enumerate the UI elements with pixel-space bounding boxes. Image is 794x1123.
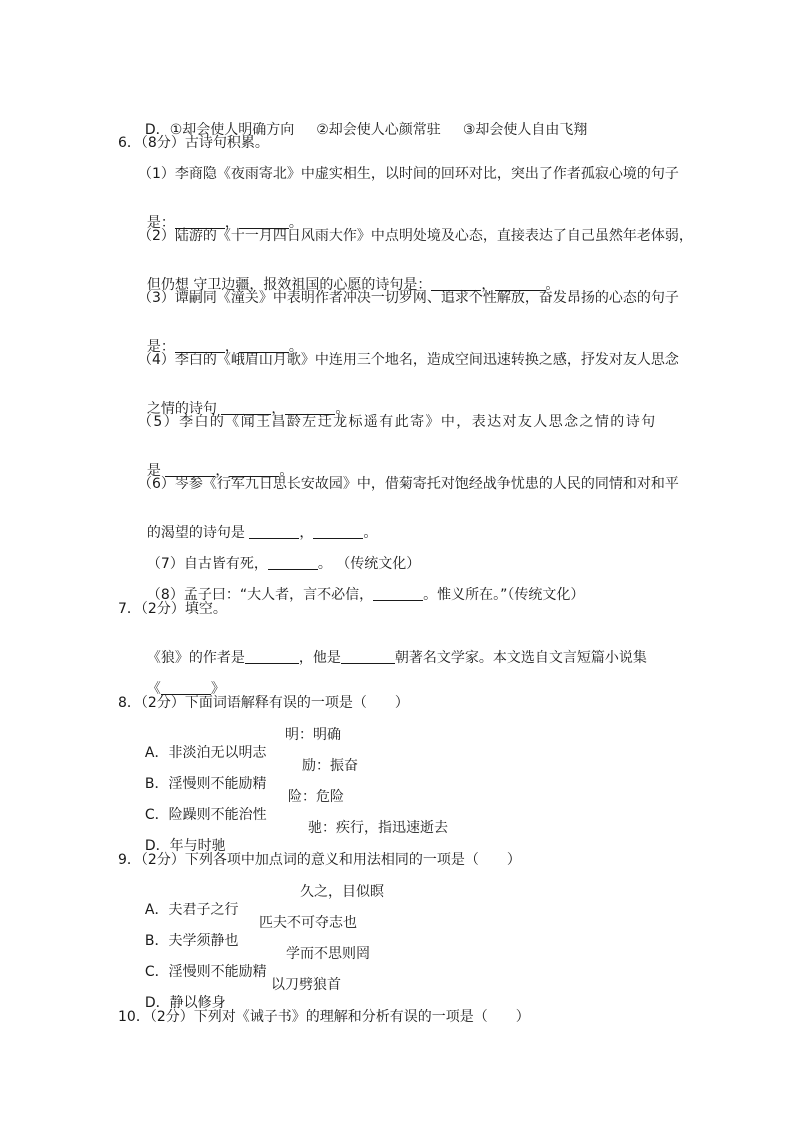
q6-s7: （7）自古皆有死， 。 （传统文化）	[146, 556, 421, 572]
answer-blank[interactable]	[373, 586, 423, 601]
q6-s4-line2: 之情的诗句 ， 。	[146, 401, 350, 417]
q6-s5-line2: 是 ， 。	[146, 463, 294, 479]
q9-title: 9．（2分）下列各项中加点词的意义和用法相同的一项是（ ）	[118, 852, 521, 868]
option-d-item-3: ③却会使人自由飞翔	[462, 122, 588, 138]
option-d-item-2: ②却会使人心颜常驻	[316, 122, 441, 138]
q6-s8: （8）孟子曰：“大人者，言不必信， 。惟义所在。”（传统文化）	[146, 587, 585, 603]
q8-option-b-explain: 励：振奋	[302, 758, 358, 774]
option-d-item-1: ①却会使人明确方向	[169, 122, 295, 138]
q9-option-a-compare: 久之，目似瞑	[300, 884, 384, 900]
q6-s2-line1: （2）陆游的《十一月四日风雨大作》中点明处境及心态，直接表达了自己虽然年老体弱，	[138, 228, 693, 244]
q6-s5-line1: （5）李白的《闻王昌龄左迁龙标遥有此寄》中，表达对友人思念之情的诗句	[138, 414, 657, 430]
q6-s3-line1: （3）谭嗣同《潼关》中表明作者冲决一切罗网、追求个性解放，奋发昂扬的心态的句子	[138, 290, 679, 306]
q8-option-a-explain: 明：明确	[285, 727, 341, 743]
q8-option-c-explain: 险：危险	[288, 789, 344, 805]
q6-s6-line2: 的渴望的诗句是 ， 。	[146, 525, 378, 541]
answer-blank[interactable]	[245, 649, 299, 664]
q7-title: 7．（2分）填空。	[118, 601, 227, 617]
answer-blank[interactable]	[161, 680, 211, 695]
q6-s6-line1: （6）岑参《行军九日思长安故园》中，借菊寄托对饱经战争忧患的人民的同情和对和平	[138, 476, 679, 492]
q8-option-c[interactable]: C．险躁则不能治性	[144, 807, 267, 823]
q9-option-c-compare: 学而不思则罔	[286, 946, 370, 962]
q8-option-b[interactable]: B．淫慢则不能励精	[144, 776, 267, 792]
answer-blank[interactable]	[341, 649, 395, 664]
q6-title: 6．（8分）古诗句积累。	[118, 135, 269, 151]
q7-line2: 《 》	[146, 681, 225, 697]
q9-option-c[interactable]: C．淫慢则不能励精	[144, 964, 267, 980]
option-label: D．	[144, 122, 170, 138]
q6-s4-line1: （4）李白的《峨眉山月歌》中连用三个地名，造成空间迅速转换之感，抒发对友人思念	[138, 352, 679, 368]
q9-option-d-compare: 以刀劈狼首	[271, 977, 341, 993]
q6-s1-line1: （1）李商隐《夜雨寄北》中虚实相生，以时间的回环对比，突出了作者孤寂心境的句子	[138, 166, 679, 182]
q6-s3-line2: 是： ， 。	[146, 339, 303, 355]
q6-s1-line2: 是： ， 。	[146, 215, 303, 231]
q7-line1: 《狼》的作者是 ，他是 朝著名文学家。本文选自文言短篇小说集	[146, 650, 647, 666]
q9-option-d[interactable]: D．静以修身	[144, 995, 226, 1011]
q9-option-b[interactable]: B．夫学须静也	[144, 933, 239, 949]
q6-s2-line2: 但仍想 守卫边疆，报效祖国的心愿的诗句是： ， 。	[146, 277, 560, 293]
q8-title: 8．（2分）下面词语解释有误的一项是（ ）	[118, 695, 409, 711]
q8-option-d-explain: 驰：疾行，指迅速逝去	[308, 820, 448, 836]
q9-option-b-compare: 匹夫不可夺志也	[259, 915, 357, 931]
q8-option-d[interactable]: D．年与时驰	[144, 838, 226, 854]
q8-option-a[interactable]: A．非淡泊无以明志	[144, 745, 267, 761]
q9-option-a[interactable]: A．夫君子之行	[144, 902, 239, 918]
q10-title: 10．（2分）下列对《诫子书》的理解和分析有误的一项是（ ）	[118, 1009, 530, 1025]
